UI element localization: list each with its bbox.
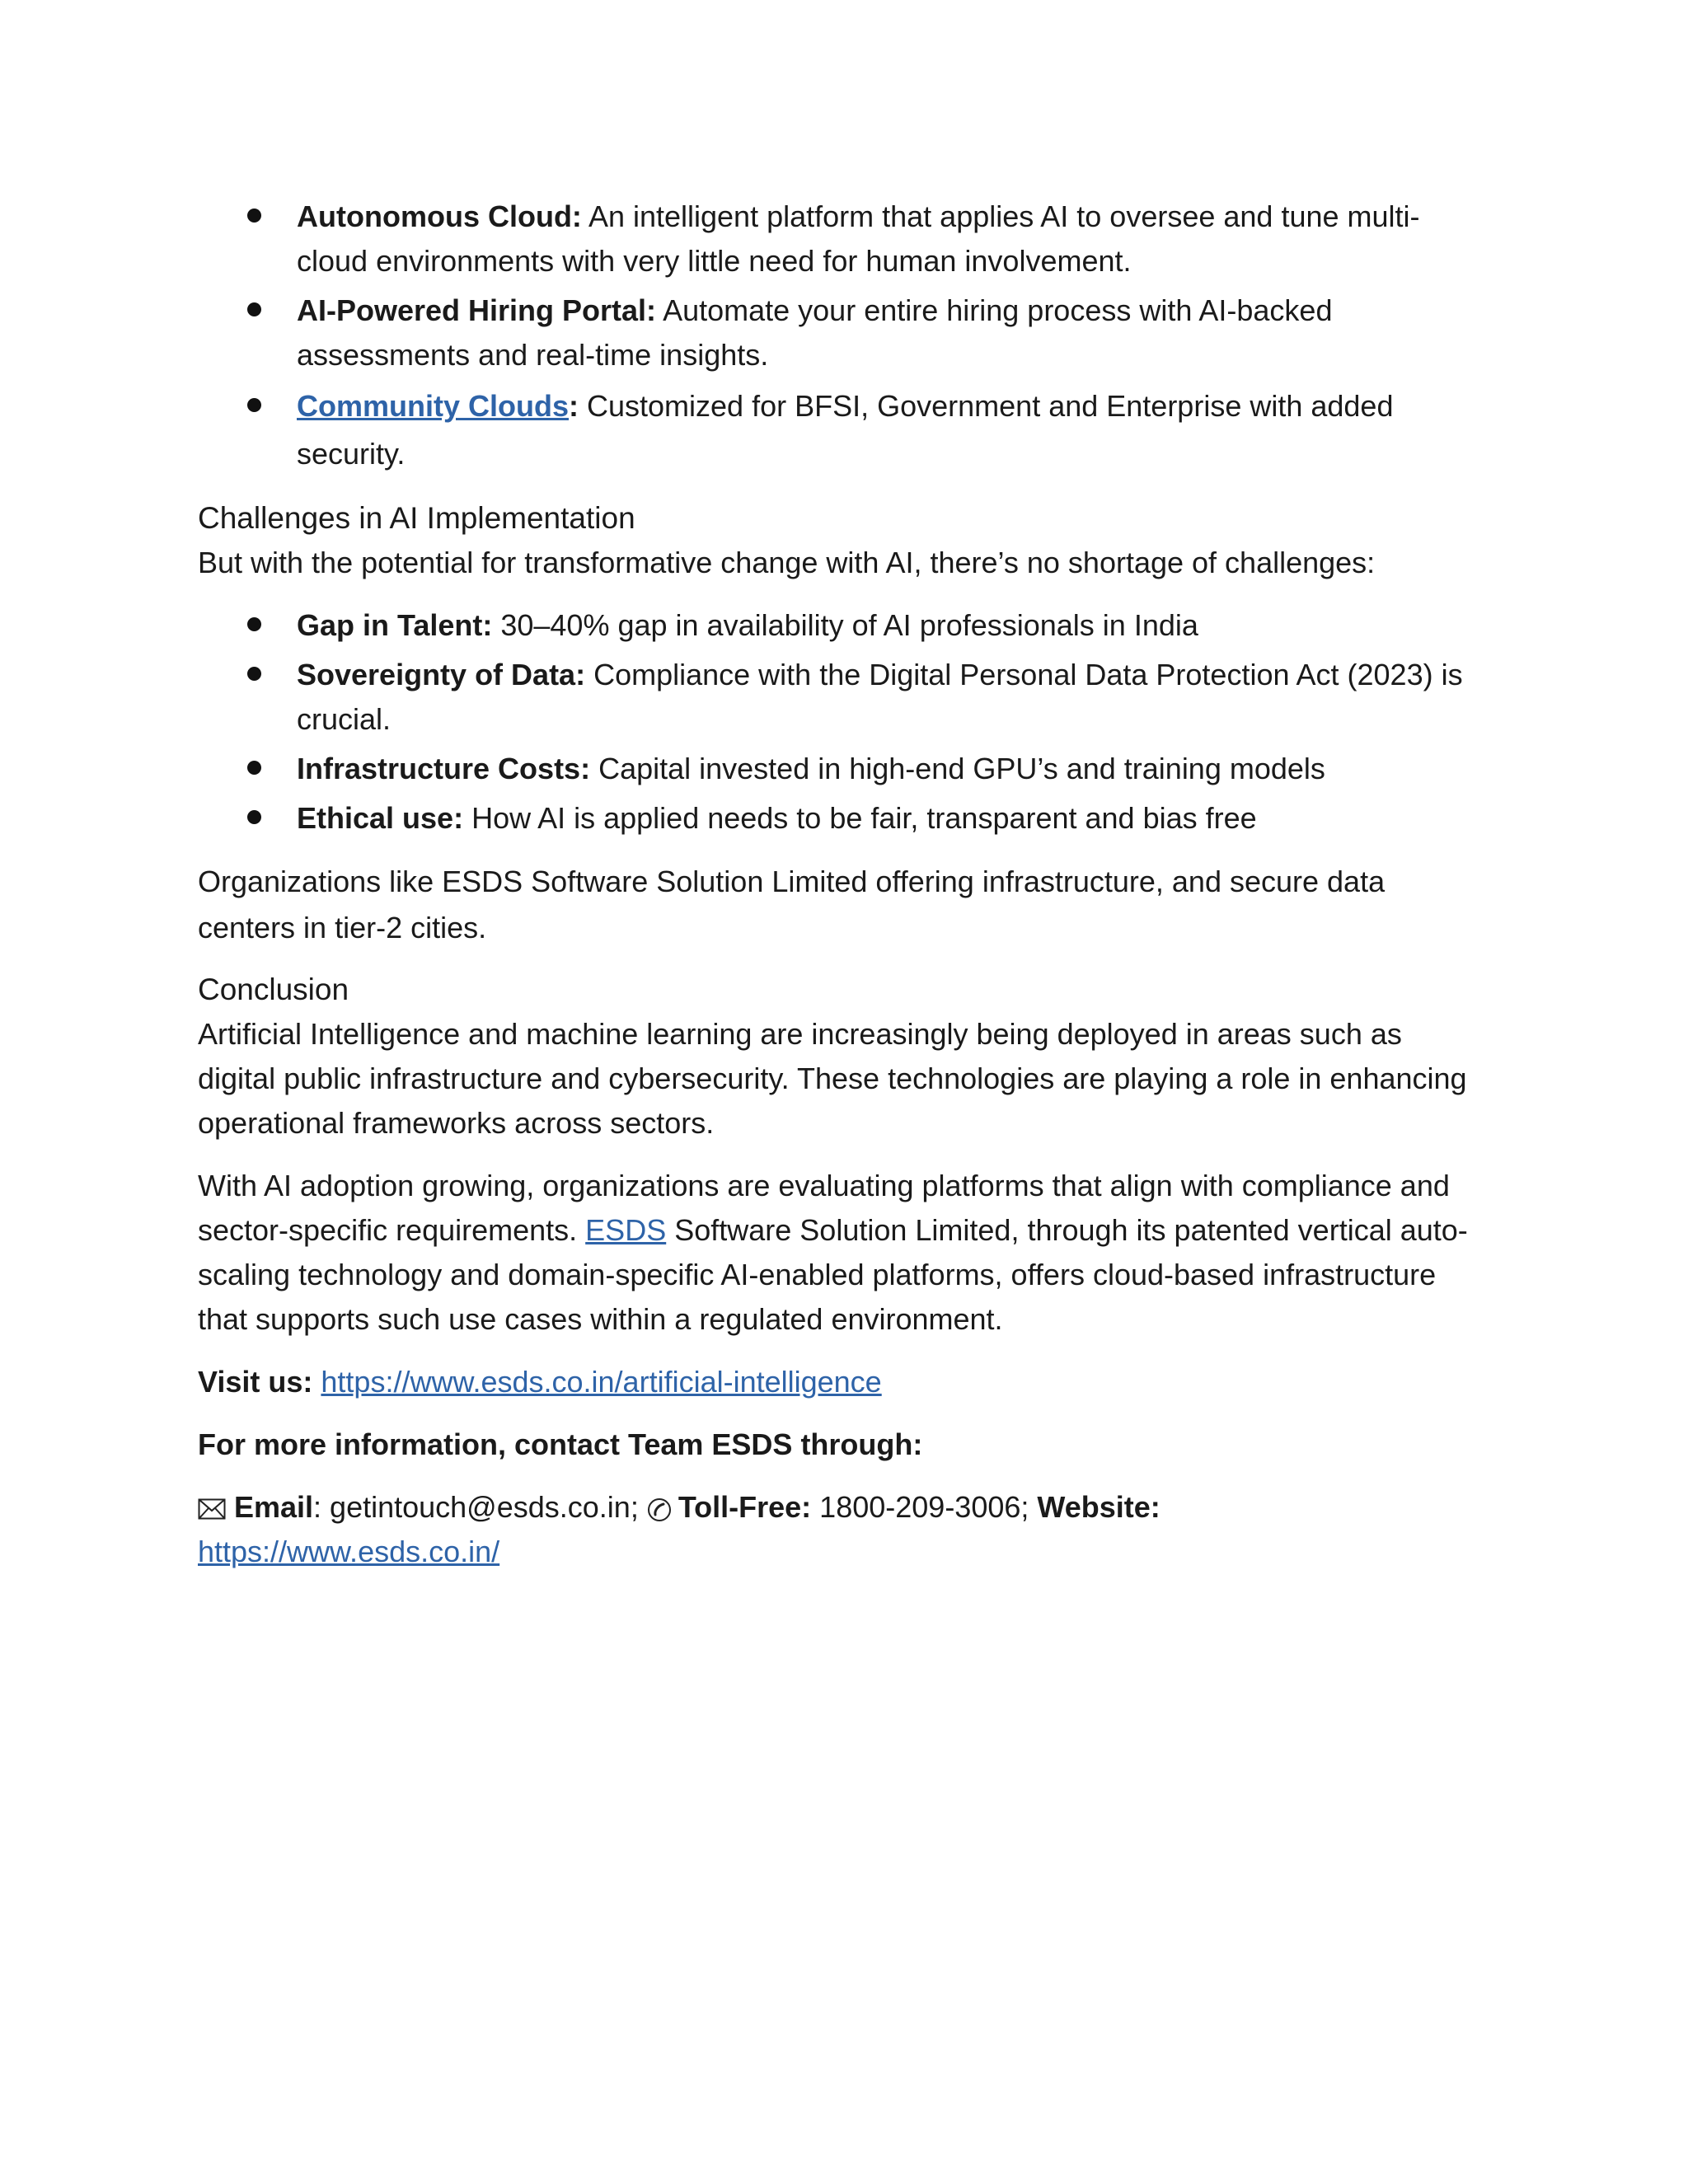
bullet-icon [247, 398, 261, 412]
feature-term: : [569, 389, 579, 423]
challenge-term: Ethical use: [297, 801, 464, 835]
email-label: Email [234, 1490, 314, 1524]
esds-link[interactable]: ESDS [585, 1213, 667, 1247]
conclusion-paragraph-1: Artificial Intelligence and machine learning are increasingly being deployed in areas such as digital public infrastructure and cybersecurity. These technologies are playing a role in enhancing operational frameworks across sectors. [198, 1017, 1467, 1140]
paragraph-text: With AI adoption growing, organizations are evaluating platforms that align with compliance and sector-specific requirements. [198, 1169, 1450, 1247]
challenges-closing: Organizations like ESDS Software Solution Limited offering infrastructure, and secure data centers in tier-2 cities. [198, 865, 1386, 944]
phone-label: Toll-Free: [678, 1490, 812, 1524]
bullet-icon [247, 302, 261, 316]
feature-term: Autonomous Cloud: [297, 199, 582, 233]
challenge-term: Sovereignty of Data: [297, 658, 586, 691]
contact-line [198, 1485, 1484, 1574]
email-value[interactable]: : getintouch@esds.co.in; [313, 1490, 647, 1524]
visit-label: Visit us: [198, 1365, 313, 1399]
bullet-icon [247, 667, 261, 681]
bullet-icon [247, 761, 261, 775]
envelope-icon [198, 1485, 234, 1530]
list-item [198, 382, 1484, 478]
challenge-text: Compliance with the Digital Personal Data Protection Act (2023) is crucial. [297, 658, 1463, 736]
contact-heading: For more information, contact Team ESDS through: [198, 1427, 923, 1461]
challenge-text: How AI is applied needs to be fair, transparent and bias free [463, 801, 1257, 835]
features-list [198, 194, 1484, 478]
feature-text: An intelligent platform that applies AI to oversee and tune multi-cloud environments with very little need for human involvement. [297, 199, 1420, 278]
list-item [198, 747, 1484, 791]
feature-term: AI-Powered Hiring Portal: [297, 293, 657, 327]
feature-text: Customized for BFSI, Government and Enterprise with added security. [297, 389, 1394, 471]
list-item [198, 194, 1484, 284]
phone-icon [647, 1485, 678, 1530]
challenge-text: Capital invested in high-end GPU’s and training models [590, 752, 1325, 785]
challenges-heading: Challenges in AI Implementation [198, 501, 635, 535]
bullet-icon [247, 617, 261, 631]
visit-line [198, 1360, 1484, 1404]
conclusion-heading: Conclusion [198, 972, 349, 1006]
website-label: Website: [1037, 1490, 1160, 1524]
list-item [198, 288, 1484, 377]
list-item [198, 653, 1484, 742]
challenge-text: 30–40% gap in availability of AI professionals in India [492, 608, 1198, 642]
bullet-icon [247, 209, 261, 223]
visit-link[interactable]: https://www.esds.co.in/artificial-intelligence [321, 1365, 882, 1399]
list-item [198, 603, 1484, 648]
challenge-term: Infrastructure Costs: [297, 752, 591, 785]
page-content [198, 194, 1484, 1574]
bullet-icon [247, 810, 261, 824]
phone-value: 1800-209-3006; [811, 1490, 1038, 1524]
paragraph-text: Software Solution Limited, through its patented vertical auto-scaling technology and domain-specific AI-enabled platforms, offers cloud-based infrastructure that supports such use cases within a regulated environment. [198, 1213, 1468, 1336]
challenge-term: Gap in Talent: [297, 608, 493, 642]
feature-text: Automate your entire hiring process with AI-backed assessments and real-time insights. [297, 293, 1333, 372]
conclusion-paragraph-2 [198, 1164, 1484, 1342]
list-item [198, 796, 1484, 841]
website-link[interactable]: https://www.esds.co.in/ [198, 1535, 500, 1568]
challenges-list [198, 603, 1484, 841]
challenges-intro: But with the potential for transformative change with AI, there’s no shortage of challenges: [198, 546, 1376, 579]
community-clouds-link[interactable]: Community Clouds [297, 389, 569, 423]
